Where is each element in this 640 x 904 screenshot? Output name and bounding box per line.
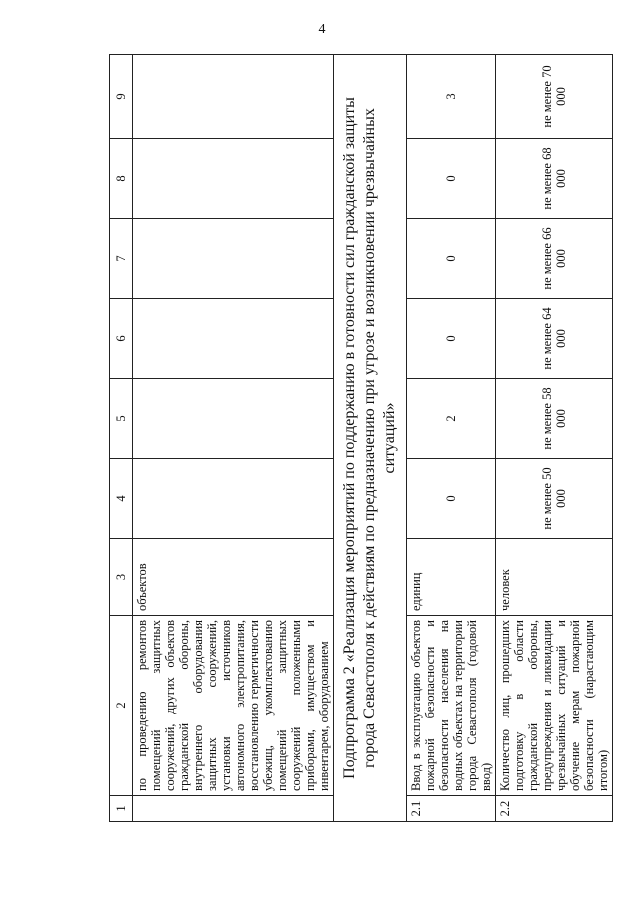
column-header: 9 — [110, 55, 133, 139]
column-header: 4 — [110, 459, 133, 539]
row-value: 3 — [407, 55, 496, 139]
table-row — [496, 55, 613, 822]
column-header: 5 — [110, 379, 133, 459]
row-value: не менее 66 000 — [496, 219, 613, 299]
row-value — [133, 139, 334, 219]
subprogram-row — [334, 55, 407, 822]
row-description: Ввод в эксплуатацию объектов пожарной безопасности и безопасности населения на водных объектах на территории города Севастополя (годовой ввод) — [407, 616, 496, 796]
column-header: 3 — [110, 539, 133, 616]
column-header: 7 — [110, 219, 133, 299]
row-value: 0 — [407, 139, 496, 219]
row-number: 2.2 — [496, 796, 613, 822]
row-value: не менее 64 000 — [496, 299, 613, 379]
row-value — [133, 219, 334, 299]
row-number — [133, 796, 334, 822]
column-header: 8 — [110, 139, 133, 219]
row-value: 0 — [407, 299, 496, 379]
row-value: 0 — [407, 459, 496, 539]
table-row — [407, 55, 496, 822]
row-value: 0 — [407, 219, 496, 299]
row-value: не менее 70 000 — [496, 55, 613, 139]
column-number-row — [110, 55, 133, 822]
row-value: не менее 58 000 — [496, 379, 613, 459]
row-value — [133, 379, 334, 459]
row-value: не менее 68 000 — [496, 139, 613, 219]
column-header: 1 — [110, 796, 133, 822]
row-description: по проведению ремонтов помещений защитных сооружений, других объектов гражданской обороны, внутреннего оборудования защитных сооружений, установки источников автономного электропитания, восстановлению герметичности убежищ, укомплектованию помещений защитных сооружений положенными приборами, имуществом и инвентарем, оборудованием — [133, 616, 334, 796]
row-value — [133, 299, 334, 379]
column-header: 2 — [110, 616, 133, 796]
page-number: 4 — [318, 22, 326, 37]
row-unit: объектов — [133, 539, 334, 616]
indicators-table — [109, 54, 613, 822]
row-value — [133, 459, 334, 539]
row-value — [133, 55, 334, 139]
row-unit: человек — [496, 539, 613, 616]
row-value: не менее 50 000 — [496, 459, 613, 539]
row-unit: единиц — [407, 539, 496, 616]
subprogram-title: Подпрограмма 2 «Реализация мероприятий по поддержанию в готовности сил гражданской защиты города Севастополя к действиям по предназначению при угрозе и возникновении чрезвычайных ситуаций» — [334, 55, 407, 822]
row-number: 2.1 — [407, 796, 496, 822]
rotated-table-container — [109, 55, 610, 822]
row-description: Количество лиц, прошедших подготовку в области гражданской обороны, предупреждения и ликвидации чрезвычайных ситуаций и обучение мерам пожарной безопасности (нарастающим итогом) — [496, 616, 613, 796]
table-row — [133, 55, 334, 822]
column-header: 6 — [110, 299, 133, 379]
row-value: 2 — [407, 379, 496, 459]
